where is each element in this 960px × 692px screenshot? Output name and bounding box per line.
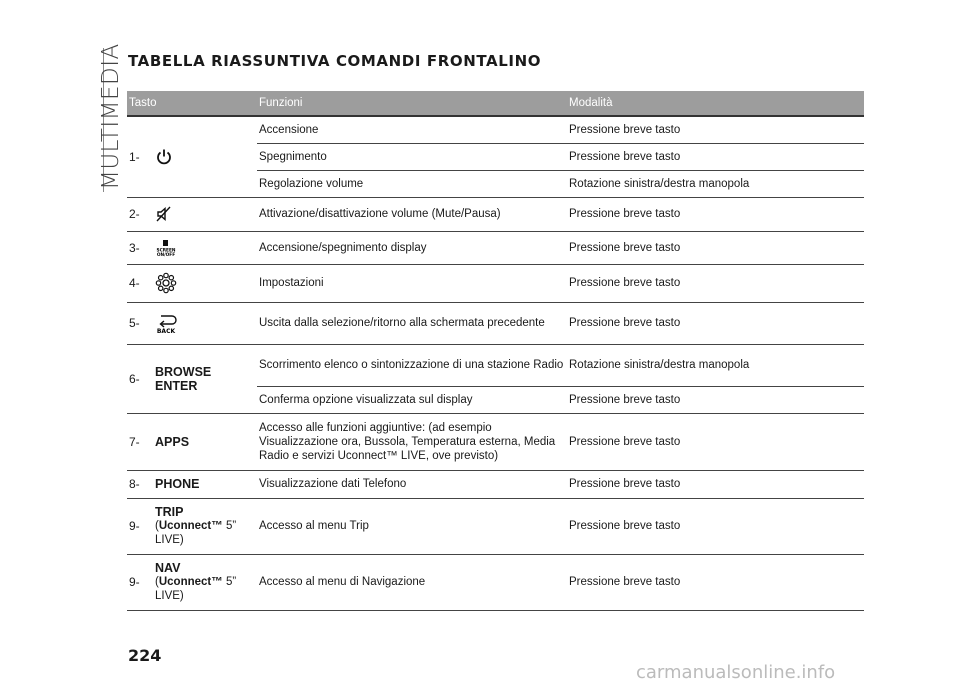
function-cell: Conferma opzione visualizzata sul display	[257, 386, 567, 413]
apps-key: APPS	[153, 413, 257, 470]
section-label-text: MULTIMEDIA	[98, 43, 124, 190]
trip-key-note-tail: 5” LIVE)	[155, 520, 237, 546]
svg-text:SCREEN: SCREEN	[156, 248, 176, 253]
nav-key-note	[155, 575, 255, 603]
function-cell: Regolazione volume	[257, 170, 567, 197]
table-row	[127, 302, 864, 344]
mode-cell: Pressione breve tasto	[567, 197, 864, 231]
header-funzioni: Funzioni	[257, 91, 567, 116]
screen-key	[153, 231, 257, 264]
mode-cell: Pressione breve tasto	[567, 413, 864, 470]
row-number: 6-	[127, 344, 153, 413]
mode-cell: Pressione breve tasto	[567, 302, 864, 344]
power-key	[153, 116, 257, 197]
function-cell: Accesso al menu di Navigazione	[257, 554, 567, 610]
table-row	[127, 116, 864, 143]
table-row	[127, 197, 864, 231]
mode-cell: Pressione breve tasto	[567, 470, 864, 498]
back-icon	[155, 312, 179, 334]
table-row	[127, 498, 864, 554]
section-label	[72, 43, 124, 190]
table-row	[127, 413, 864, 470]
function-cell: Accesso al menu Trip	[257, 498, 567, 554]
row-number: 1-	[127, 116, 153, 197]
mode-cell: Pressione breve tasto	[567, 554, 864, 610]
table-row	[127, 231, 864, 264]
svg-text:BACK: BACK	[156, 328, 176, 334]
row-number: 8-	[127, 470, 153, 498]
trip-key-note-open: (	[155, 520, 159, 532]
row-number: 3-	[127, 231, 153, 264]
row-number: 9-	[127, 554, 153, 610]
function-cell: Impostazioni	[257, 264, 567, 302]
trip-key-note	[155, 519, 255, 547]
nav-key-note-brand: Uconnect™	[158, 576, 223, 588]
trip-key-label: TRIP	[155, 505, 184, 519]
mode-cell: Pressione breve tasto	[567, 386, 864, 413]
settings-key	[153, 264, 257, 302]
table-row	[127, 264, 864, 302]
commands-table	[127, 91, 864, 611]
mode-cell: Pressione breve tasto	[567, 264, 864, 302]
mute-key	[153, 197, 257, 231]
function-cell: Attivazione/disattivazione volume (Mute/Pausa)	[257, 197, 567, 231]
mode-cell: Rotazione sinistra/destra manopola	[567, 344, 864, 386]
row-number: 5-	[127, 302, 153, 344]
mode-cell: Pressione breve tasto	[567, 116, 864, 143]
function-cell: Accensione	[257, 116, 567, 143]
row-number: 7-	[127, 413, 153, 470]
nav-key-note-tail: 5” LIVE)	[155, 576, 237, 602]
back-key	[153, 302, 257, 344]
screen-onoff-icon	[155, 239, 177, 257]
browse-enter-key: BROWSE ENTER	[153, 344, 257, 413]
trip-key-note-brand: Uconnect™	[158, 520, 223, 532]
mode-cell: Pressione breve tasto	[567, 143, 864, 170]
watermark: carmanualsonline.info	[636, 662, 836, 683]
power-icon	[155, 148, 173, 166]
table-row	[127, 344, 864, 386]
function-cell: Visualizzazione dati Telefono	[257, 470, 567, 498]
function-cell: Spegnimento	[257, 143, 567, 170]
header-modalita: Modalità	[567, 91, 864, 116]
row-number: 9-	[127, 498, 153, 554]
mode-cell: Pressione breve tasto	[567, 498, 864, 554]
function-cell: Scorrimento elenco o sintonizzazione di una stazione Radio	[257, 344, 567, 386]
settings-icon	[155, 272, 177, 294]
nav-key-note-open: (	[155, 576, 159, 588]
table-row	[127, 470, 864, 498]
page-title: TABELLA RIASSUNTIVA COMANDI FRONTALINO	[128, 52, 542, 70]
nav-key	[153, 554, 257, 610]
mute-icon	[155, 205, 173, 223]
trip-key	[153, 498, 257, 554]
table-row	[127, 554, 864, 610]
page-number: 224	[128, 646, 162, 665]
function-cell: Accensione/spegnimento display	[257, 231, 567, 264]
function-cell: Uscita dalla selezione/ritorno alla schermata precedente	[257, 302, 567, 344]
phone-key: PHONE	[153, 470, 257, 498]
svg-text:ON/OFF: ON/OFF	[156, 252, 176, 257]
mode-cell: Rotazione sinistra/destra manopola	[567, 170, 864, 197]
table-header	[127, 91, 864, 116]
nav-key-label: NAV	[155, 561, 181, 575]
row-number: 2-	[127, 197, 153, 231]
row-number: 4-	[127, 264, 153, 302]
header-tasto: Tasto	[127, 91, 257, 116]
mode-cell: Pressione breve tasto	[567, 231, 864, 264]
function-cell: Accesso alle funzioni aggiuntive: (ad esempio Visualizzazione ora, Bussola, Temperatura esterna, Media Radio e servizi Uconnect™ LIVE, ove previsto)	[257, 413, 567, 470]
